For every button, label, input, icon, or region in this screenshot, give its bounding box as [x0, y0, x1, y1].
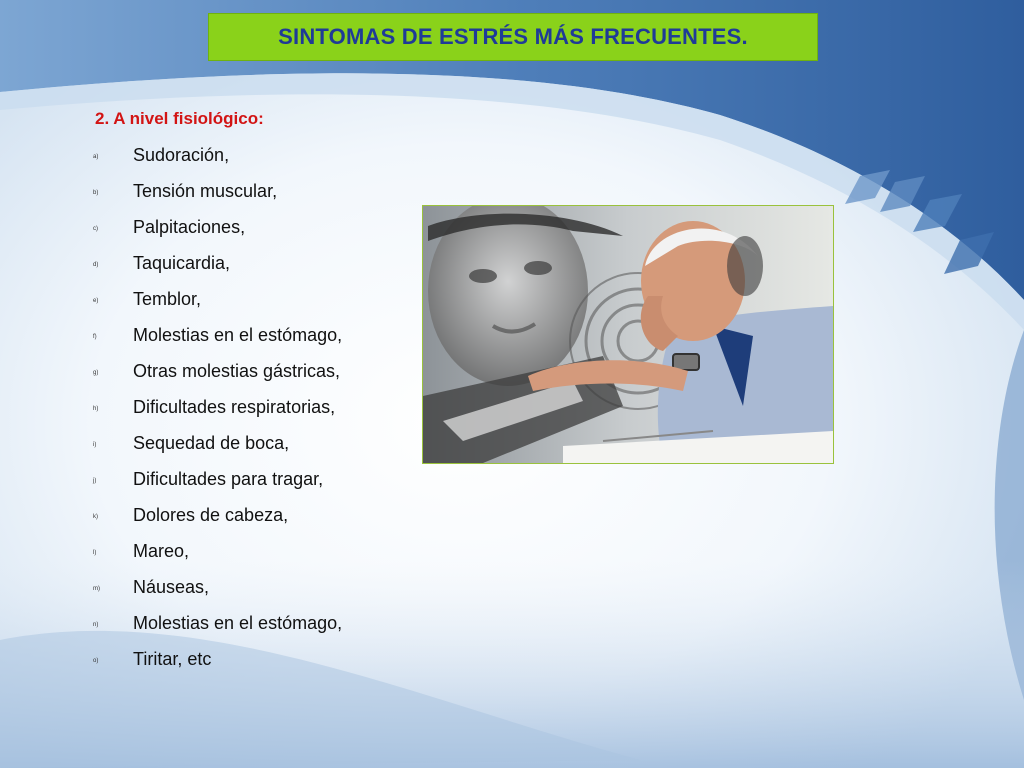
list-item-text: Palpitaciones,: [133, 217, 246, 237]
list-item-text: Tiritar, etc: [133, 649, 212, 669]
list-marker: d): [93, 262, 99, 268]
list-marker: l): [93, 550, 97, 556]
list-marker: c): [93, 226, 98, 232]
stressed-man-photo: [422, 205, 834, 464]
list-item-text: Temblor,: [133, 289, 202, 309]
stressed-man-illustration-icon: [423, 206, 833, 463]
list-marker: j): [93, 478, 97, 484]
list-item-text: Náuseas,: [133, 577, 210, 597]
list-item-text: Otras molestias gástricas,: [133, 361, 341, 381]
list-marker: k): [93, 514, 98, 520]
list-item-text: Molestias en el estómago,: [133, 325, 343, 345]
list-marker: b): [93, 190, 99, 196]
slide-title: SINTOMAS DE ESTRÉS MÁS FRECUENTES.: [278, 24, 748, 49]
list-item-text: Dificultades respiratorias,: [133, 397, 336, 417]
list-marker: m): [93, 586, 100, 592]
list-item-text: Mareo,: [133, 541, 190, 561]
list-item-text: Dolores de cabeza,: [133, 505, 289, 525]
title-banner: [208, 13, 818, 61]
list-item-text: Sudoración,: [133, 145, 230, 165]
list-item-text: Molestias en el estómago,: [133, 613, 343, 633]
list-marker: n): [93, 622, 99, 628]
list-marker: o): [93, 658, 99, 664]
list-marker: f): [93, 334, 97, 340]
list-marker: i): [93, 442, 97, 448]
section-subtitle: 2. A nivel fisiológico:: [95, 109, 264, 128]
list-item-text: Dificultades para tragar,: [133, 469, 324, 489]
list-item-text: Sequedad de boca,: [133, 433, 290, 453]
list-marker: e): [93, 298, 99, 304]
list-marker: a): [93, 154, 99, 160]
list-marker: g): [93, 370, 99, 376]
list-marker: h): [93, 406, 99, 412]
list-item-text: Tensión muscular,: [133, 181, 278, 201]
list-item-text: Taquicardia,: [133, 253, 231, 273]
